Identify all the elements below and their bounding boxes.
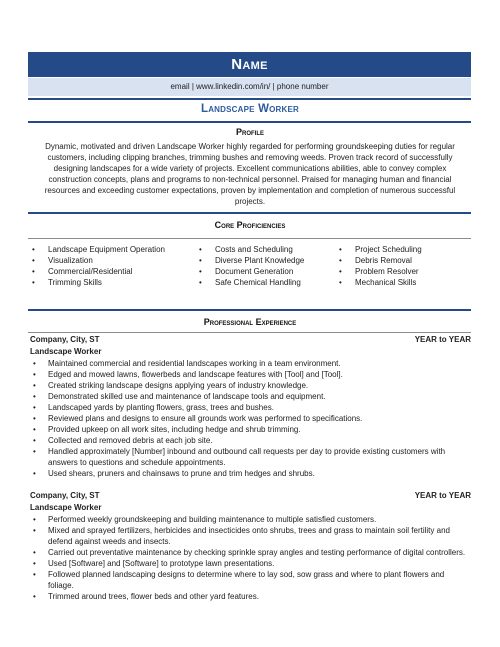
- job-dates: YEAR to YEAR: [414, 491, 471, 500]
- list-item: • Used [Software] and [Software] to prototype lawn presentations.: [30, 558, 471, 569]
- list-item: • Trimming Skills: [32, 277, 165, 288]
- proficiencies-heading: Core Proficiencies: [214, 220, 286, 230]
- job-role: Landscape Worker: [30, 503, 102, 512]
- list-item: • Landscape Equipment Operation: [32, 244, 165, 255]
- proficiency-column-1: [32, 244, 165, 288]
- list-item: • Trimmed around trees, flower beds and other yard features.: [30, 591, 471, 602]
- job-role: Landscape Worker: [30, 347, 102, 356]
- list-item: • Safe Chemical Handling: [199, 277, 304, 288]
- proficiencies-top-divider: [28, 212, 471, 214]
- title-bottom-divider: [28, 121, 471, 123]
- list-item: • Commercial/Residential: [32, 266, 165, 277]
- list-item: • Used shears, pruners and chainsaws to prune and trim hedges and shrubs.: [30, 468, 471, 479]
- list-item: • Mixed and sprayed fertilizers, herbicides and insecticides onto shrubs, trees and grass to maintain soil fertility and defend against weeds and insects.: [30, 525, 471, 547]
- list-item: • Handled approximately [Number] inbound and outbound call requests per day to provide existing customers with answers to questions and schedule appointments.: [30, 446, 471, 468]
- profile-summary: Dynamic, motivated and driven Landscape Worker highly regarded for performing groundskeeping duties for regular customers, including clipping branches, trimming bushes and removing weeds. Proven track record of successfully designing landscapes for a wide variety of projects. Excellent communications abilities, able to convey complex construction concepts, plans and programs to non-technical personnel. Praised for managing human and financial resources and exceeding customer expectations, proven by implementation and completion of numerous successful projects.: [44, 142, 456, 206]
- list-item: • Diverse Plant Knowledge: [199, 255, 304, 266]
- candidate-name: Name: [231, 56, 268, 73]
- list-item: • Collected and removed debris at each job site.: [30, 435, 471, 446]
- list-item: • Reviewed plans and designs to ensure all grounds work was performed to specifications.: [30, 413, 471, 424]
- company-location: Company, City, ST: [30, 335, 100, 344]
- company-location: Company, City, ST: [30, 491, 100, 500]
- job-entry: [30, 334, 471, 479]
- list-item: • Project Scheduling: [339, 244, 422, 255]
- contact-line: email | www.linkedin.com/in/ | phone number: [28, 78, 471, 96]
- list-item: • Created striking landscape designs applying years of industry knowledge.: [30, 380, 471, 391]
- experience-top-divider: [28, 309, 471, 311]
- job-header: [30, 490, 471, 502]
- job-entry: [30, 490, 471, 602]
- experience-heading: Professional Experience: [203, 317, 297, 327]
- proficiency-column-2: [199, 244, 304, 288]
- title-top-divider: [28, 98, 471, 100]
- list-item: • Costs and Scheduling: [199, 244, 304, 255]
- name-banner: [28, 52, 471, 77]
- list-item: • Performed weekly groundskeeping and building maintenance to multiple satisfied customers.: [30, 514, 471, 525]
- list-item: • Landscaped yards by planting flowers, grass, trees and bushes.: [30, 402, 471, 413]
- job-title: Landscape Worker: [200, 103, 300, 115]
- list-item: • Followed planned landscaping designs to determine where to lay sod, sow grass and where to plant flowers and foliage.: [30, 569, 471, 591]
- list-item: • Demonstrated skilled use and maintenance of landscape tools and equipment.: [30, 391, 471, 402]
- list-item: • Provided upkeep on all work sites, including hedge and shrub trimming.: [30, 424, 471, 435]
- experience-divider: [28, 332, 471, 333]
- list-item: • Document Generation: [199, 266, 304, 277]
- job-bullets: [30, 514, 471, 602]
- list-item: • Mechanical Skills: [339, 277, 422, 288]
- profile-heading: Profile: [235, 127, 264, 137]
- list-item: • Edged and mowed lawns, flowerbeds and landscape features with [Tool] and [Tool].: [30, 369, 471, 380]
- list-item: • Maintained commercial and residential landscapes working in a team environment.: [30, 358, 471, 369]
- job-dates: YEAR to YEAR: [414, 335, 471, 344]
- list-item: • Carried out preventative maintenance by checking sprinkle spray angles and testing performance of digital controllers.: [30, 547, 471, 558]
- list-item: • Debris Removal: [339, 255, 422, 266]
- list-item: • Visualization: [32, 255, 165, 266]
- job-header: [30, 334, 471, 346]
- proficiencies-divider: [28, 238, 471, 239]
- list-item: • Problem Resolver: [339, 266, 422, 277]
- proficiency-column-3: [339, 244, 422, 288]
- job-bullets: [30, 358, 471, 479]
